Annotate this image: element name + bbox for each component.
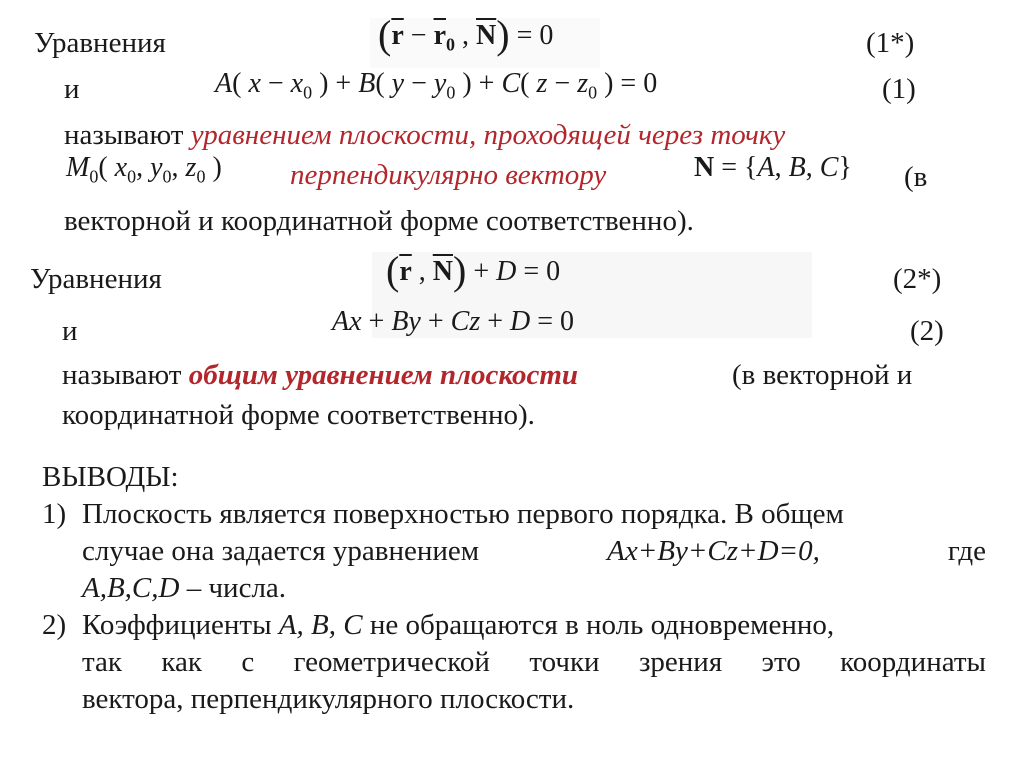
definition-line-3: векторной и координатной форме соответственно).	[64, 205, 694, 237]
general-definition-line-1	[62, 358, 578, 392]
conclusion-1-number: 1)	[42, 498, 67, 530]
vector-plane-equation: ($\overline{r} - \overline{r}_0$ , $\overline{N}) = 0$	[378, 12, 554, 57]
point-m0: $M_0$( $x_0$, $y_0$, $z_0$ )	[66, 152, 222, 187]
called-text-2: называют	[62, 359, 189, 391]
equation-number-2star: (2*)	[893, 263, 942, 295]
coordinate-plane-equation: A( $x - x_0$ ) + B( $y - y_0$ ) + C( $z - z_0$ ) = 0	[215, 68, 658, 103]
conclusions-heading: ВЫВОДЫ:	[42, 461, 179, 493]
called-text: называют	[64, 119, 191, 151]
general-vector-equation: ($\overline{r}$ , $\overline{N}) + D = 0$	[386, 248, 561, 293]
abc-vars: A, B, C	[278, 609, 363, 641]
definition-tail-1: (в	[904, 161, 928, 193]
normal-vector: N = {A, B, C}	[694, 152, 852, 183]
general-coordinate-equation: Ax + By + Cz + D = 0	[332, 306, 575, 337]
equation-number-1: (1)	[882, 73, 916, 105]
conclusion-1-line-2: случае она задается уравнением Ax+By+Cz+D=0, где	[82, 533, 986, 570]
perpendicular-term: перпендикулярно вектору	[290, 159, 607, 191]
general-definition-tail: (в векторной и	[732, 359, 913, 391]
equations-label-1: Уравнения	[34, 27, 166, 59]
general-definition-line-2: координатной форме соответственно).	[62, 399, 535, 431]
conclusion-1-line-3: A,B,C,D – числа.	[82, 572, 287, 604]
general-equation-term: общим уравнением плоскости	[188, 359, 579, 391]
definition-line-1	[64, 118, 785, 152]
coefficients-vars: A,B,C,D	[82, 572, 180, 604]
and-label-2: и	[62, 315, 78, 347]
conclusion-2-number: 2)	[42, 609, 67, 641]
general-equation-inline: Ax+By+Cz+D=0,	[607, 535, 820, 567]
equation-number-1star: (1*)	[866, 27, 915, 59]
equations-label-2: Уравнения	[30, 263, 162, 295]
conclusion-2-line-1: Коэффициенты A, B, C не обращаются в ноль одновременно,	[82, 609, 835, 641]
conclusion-1-line-1: Плоскость является поверхностью первого порядка. В общем	[82, 498, 844, 530]
equation-number-2: (2)	[910, 315, 944, 347]
plane-through-point-term: уравнением плоскости, проходящей через точку	[190, 119, 786, 151]
conclusion-2-line-2: так как с геометрической точки зрения это координаты	[82, 646, 986, 678]
and-label-1: и	[64, 73, 80, 105]
conclusion-2-line-3: вектора, перпендикулярного плоскости.	[82, 683, 575, 715]
